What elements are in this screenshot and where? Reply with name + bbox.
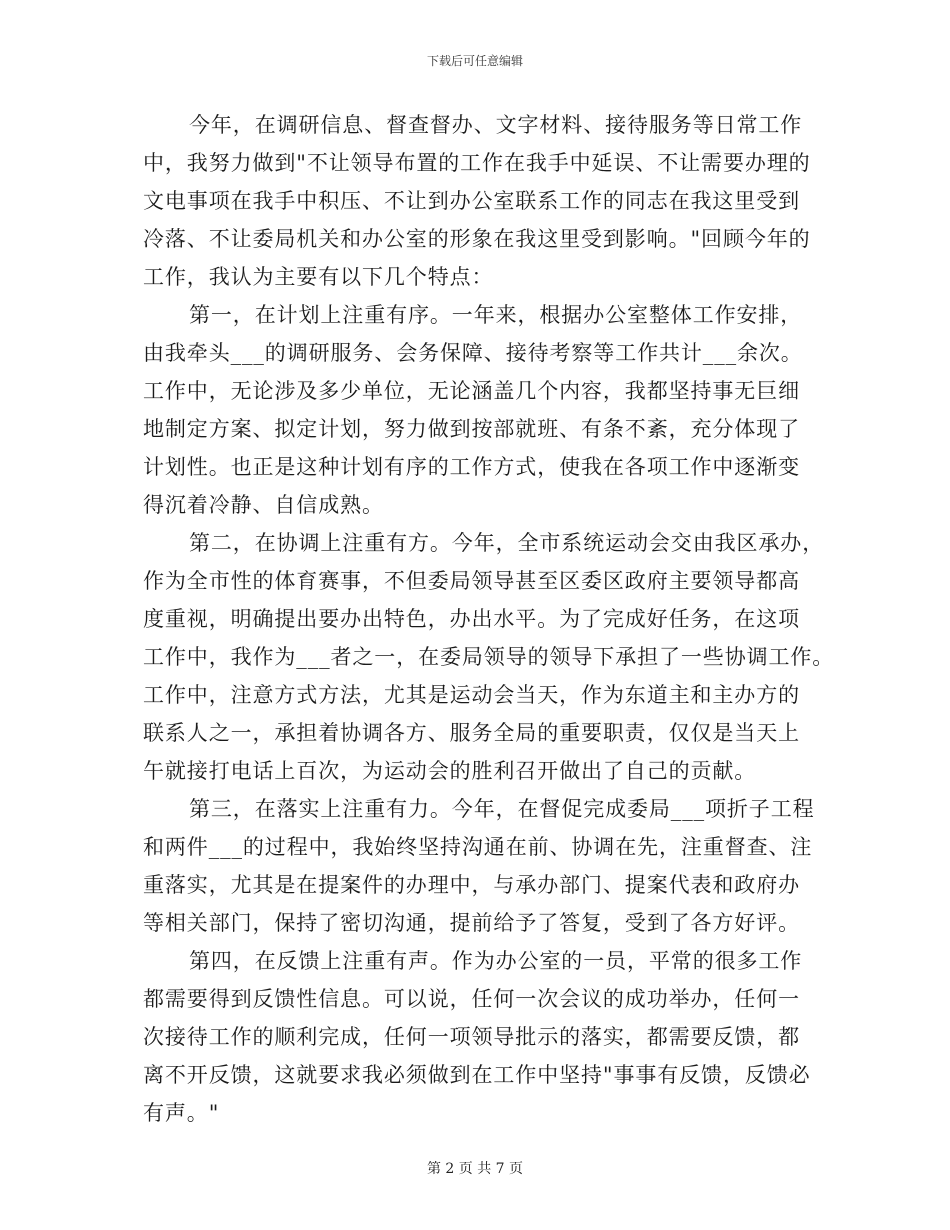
document-body <box>143 106 835 1132</box>
text-line: 次接待工作的顺利完成，任何一项领导批示的落实，都需要反馈，都 <box>143 1025 800 1049</box>
text-line: 地制定方案、拟定计划，努力做到按部就班、有条不紊，充分体现了 <box>143 417 800 441</box>
text-line: 工作中，注意方式方法，尤其是运动会当天，作为东道主和主办方的 <box>143 683 800 707</box>
text-line: 午就接打电话上百次，为运动会的胜利召开做出了自己的贡献。 <box>143 759 757 783</box>
text-line: 重落实，尤其是在提案件的办理中，与承办部门、提案代表和政府办 <box>143 873 800 897</box>
text-line: 由我牵头___的调研服务、会务保障、接待考察等工作共计___余次。 <box>143 341 803 365</box>
text-line: 工作，我认为主要有以下几个特点： <box>143 265 494 289</box>
text-line: 中，我努力做到"不让领导布置的工作在我手中延误、不让需要办理的 <box>143 151 811 175</box>
text-line: 等相关部门，保持了密切沟通，提前给予了答复，受到了各方好评。 <box>143 911 800 935</box>
page-number: 第 2 页 共 7 页 <box>426 1161 524 1177</box>
text-line: 离不开反馈，这就要求我必须做到在工作中坚持"事事有反馈，反馈必 <box>143 1063 811 1087</box>
text-line: 第三，在落实上注重有力。今年，在督促完成委局___项折子工程 <box>189 797 815 821</box>
text-line: 第二，在协调上注重有方。今年，全市系统运动会交由我区承办， <box>189 531 825 555</box>
text-line: 冷落、不让委局机关和办公室的形象在我这里受到影响。"回顾今年的 <box>143 227 811 251</box>
text-line: 都需要得到反馈性信息。可以说，任何一次会议的成功举办，任何一 <box>143 987 800 1011</box>
text-line: 第四，在反馈上注重有声。作为办公室的一员，平常的很多工作 <box>189 949 803 973</box>
text-line: 文电事项在我手中积压、不让到办公室联系工作的同志在我这里受到 <box>143 189 800 213</box>
text-line: 作为全市性的体育赛事，不但委局领导甚至区委区政府主要领导都高 <box>143 569 800 593</box>
text-line: 和两件___的过程中，我始终坚持沟通在前、协调在先，注重督查、注 <box>143 835 813 859</box>
text-line: 得沉着冷静、自信成熟。 <box>143 493 384 517</box>
text-line: 有声。" <box>143 1101 220 1125</box>
text-line: 今年，在调研信息、督查督办、文字材料、接待服务等日常工作 <box>189 113 803 137</box>
text-line: 度重视，明确提出要办出特色，办出水平。为了完成好任务，在这项 <box>143 607 800 631</box>
text-line: 工作中，无论涉及多少单位，无论涵盖几个内容，我都坚持事无巨细 <box>143 379 800 403</box>
header-note: 下载后可任意编辑 <box>426 54 523 68</box>
text-line: 第一，在计划上注重有序。一年来，根据办公室整体工作安排， <box>189 303 803 327</box>
text-line: 计划性。也正是这种计划有序的工作方式，使我在各项工作中逐渐变 <box>143 455 800 479</box>
text-line: 工作中，我作为___者之一，在委局领导的领导下承担了一些协调工作。 <box>143 645 835 669</box>
text-line: 联系人之一，承担着协调各方、服务全局的重要职责，仅仅是当天上 <box>143 721 800 745</box>
